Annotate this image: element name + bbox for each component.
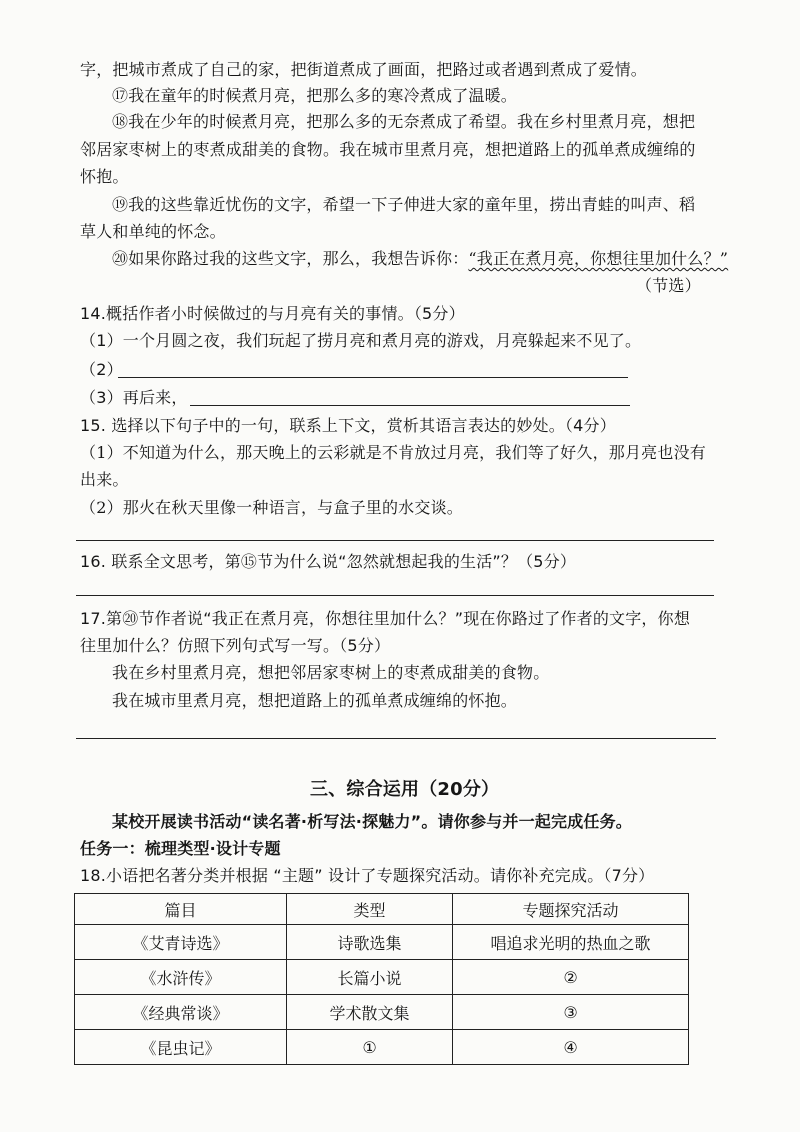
paragraph-19-line: ⑲我的这些靠近忧伤的文字，希望一下子伸进大家的童年里，捞出青蛙的叫声、稻 — [112, 195, 696, 214]
question-14-item-1: （1）一个月圆之夜，我们玩起了捞月亮和煮月亮的游戏，月亮躲起来不见了。 — [80, 331, 642, 350]
paragraph-18-line: 邻居家枣树上的枣煮成甜美的食物。我在城市里煮月亮，想把道路上的孤单煮成缠绵的 — [80, 140, 696, 159]
table-cell: 唱追求光明的热血之歌 — [453, 925, 689, 960]
passage-line: 字，把城市煮成了自己的家，把街道煮成了画面，把路过或者遇到煮成了爱情。 — [80, 60, 648, 79]
paragraph-17: ⑰我在童年的时候煮月亮，把那么多的寒冷煮成了温暖。 — [112, 86, 518, 105]
question-15-option-1: （1）不知道为什么，那天晚上的云彩就是不肯放过月亮，我们等了好久，那月亮也没有 — [80, 443, 706, 462]
table-header: 专题探究活动 — [453, 894, 689, 925]
answer-line-16[interactable] — [76, 595, 714, 596]
answer-line-14-2[interactable] — [118, 377, 628, 378]
answer-line-17[interactable] — [76, 738, 716, 739]
question-14-item-2-label: （2） — [80, 360, 123, 379]
table-row — [75, 995, 689, 1030]
answer-blank-2[interactable]: ② — [453, 960, 689, 995]
table-cell: 《经典常谈》 — [75, 995, 287, 1030]
source-note: （节选） — [636, 276, 701, 295]
question-18-prompt: 18.小语把名著分类并根据 “主题” 设计了专题探究活动。请你补充完成。（7分） — [80, 866, 655, 885]
table-row — [75, 925, 689, 960]
table-header-row — [75, 894, 689, 925]
paragraph-18-line: 怀抱。 — [80, 167, 129, 186]
topic-table — [74, 893, 689, 1065]
question-15-option-1-cont: 出来。 — [80, 470, 129, 489]
table-cell: 《水浒传》 — [75, 960, 287, 995]
table-cell: 诗歌选集 — [287, 925, 453, 960]
table-cell: 《艾青诗选》 — [75, 925, 287, 960]
question-14-prompt: 14.概括作者小时候做过的与月亮有关的事情。（5分） — [80, 304, 465, 323]
section-3-intro: 某校开展读书活动“读名著·析写法·探魅力”。请你参与并一起完成任务。 — [112, 812, 632, 831]
answer-blank-3[interactable]: ③ — [453, 995, 689, 1030]
paragraph-18-line: ⑱我在少年的时候煮月亮，把那么多的无奈煮成了希望。我在乡村里煮月亮，想把 — [112, 112, 696, 131]
table-row — [75, 1030, 689, 1065]
section-3-title: 三、综合运用（20分） — [310, 779, 500, 800]
question-17-example-1: 我在乡村里煮月亮，想把邻居家枣树上的枣煮成甜美的食物。 — [112, 663, 550, 682]
answer-line-14-3[interactable] — [190, 405, 630, 406]
table-header: 篇目 — [75, 894, 287, 925]
table-cell: 长篇小说 — [287, 960, 453, 995]
paragraph-19-line: 草人和单纯的怀念。 — [80, 222, 226, 241]
table-cell: 学术散文集 — [287, 995, 453, 1030]
paragraph-20 — [112, 248, 728, 270]
answer-blank-1[interactable]: ① — [287, 1030, 453, 1065]
question-17-example-2: 我在城市里煮月亮，想把道路上的孤单煮成缠绵的怀抱。 — [112, 691, 518, 710]
answer-line-15[interactable] — [76, 540, 714, 541]
question-17-prompt-cont: 往里加什么？仿照下列句式写一写。（5分） — [80, 636, 391, 655]
task-1-heading: 任务一：梳理类型·设计专题 — [80, 839, 281, 858]
table-row — [75, 960, 689, 995]
paragraph-20-text: ⑳如果你路过我的这些文字，那么，我想告诉你： — [112, 249, 469, 268]
answer-blank-4[interactable]: ④ — [453, 1030, 689, 1065]
table-header: 类型 — [287, 894, 453, 925]
question-16-prompt: 16. 联系全文思考，第⑮节为什么说“忽然就想起我的生活”？（5分） — [80, 552, 577, 571]
table-cell: 《昆虫记》 — [75, 1030, 287, 1065]
question-15-option-2: （2）那火在秋天里像一种语言，与盒子里的水交谈。 — [80, 498, 463, 517]
question-17-prompt: 17.第⑳节作者说“我正在煮月亮，你想往里加什么？”现在你路过了作者的文字，你想 — [80, 609, 691, 628]
question-15-prompt: 15. 选择以下句子中的一句，联系上下文，赏析其语言表达的妙处。（4分） — [80, 416, 616, 435]
paragraph-20-quote: “我正在煮月亮，你想往里加什么？” — [468, 249, 729, 268]
question-14-item-3-label: （3）再后来， — [80, 388, 188, 407]
